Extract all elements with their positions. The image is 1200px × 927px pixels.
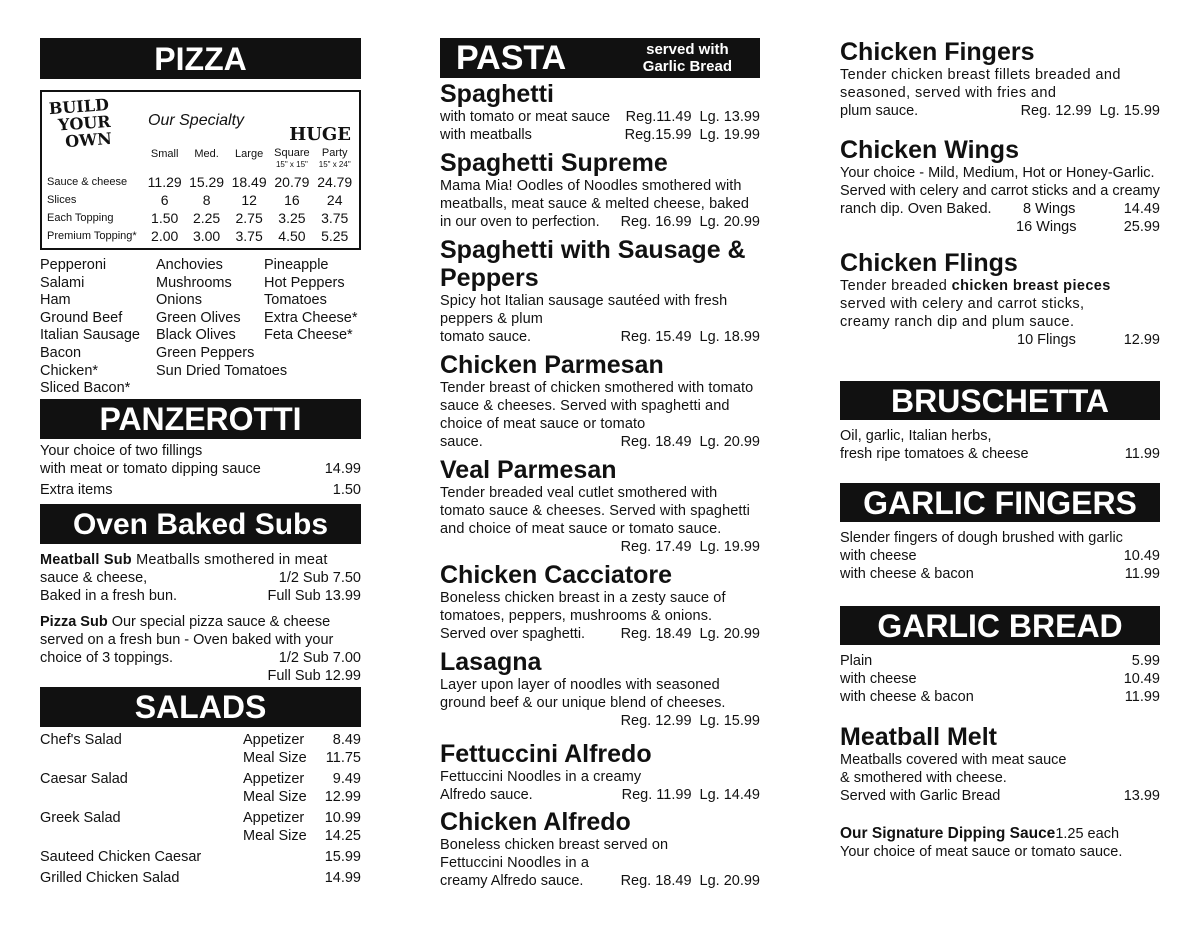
pasta-item-title: Lasagna: [440, 648, 542, 676]
pizza-sub-row: choice of 3 toppings. 1/2 Sub 7.00: [40, 650, 361, 666]
row-label: Premium Topping*: [47, 230, 137, 242]
pasta-subtitle: served with Garlic Bread: [642, 41, 732, 75]
pasta-price-row: [440, 126, 760, 144]
meatball-sub-row: sauce & cheese, 1/2 Sub 7.50: [40, 570, 361, 586]
lg-price: Lg. 19.99: [699, 127, 760, 143]
topping: Ground Beef: [40, 309, 123, 326]
price-cell: 8: [202, 192, 211, 208]
garlic-bread-item: with cheese & bacon 11.99: [840, 689, 1160, 705]
pasta-item-desc: sauce & cheeses. Served with spaghetti and: [440, 398, 730, 414]
pizza-sub-name: Pizza Sub: [40, 614, 108, 630]
huge-label: HUGE: [289, 124, 351, 145]
pasta-item-desc: Boneless chicken breast served on: [440, 837, 669, 853]
pasta-price-desc: sauce.: [440, 434, 483, 450]
meatball-melt-desc: & smothered with cheese.: [840, 770, 1007, 786]
salad-item: Greek Salad Appetizer 10.99 Meal Size 14.25: [40, 810, 361, 844]
topping: Sliced Bacon*: [40, 380, 131, 397]
topping: Anchovies: [156, 257, 223, 273]
pasta-item-desc: Spicy hot Italian sausage sautéed with fresh: [440, 293, 728, 309]
garlic-fingers-item: with cheese & bacon 11.99: [840, 566, 1160, 582]
wings-option: 8 Wings: [1023, 201, 1076, 217]
pasta-item-title: Spaghetti with Sausage & Peppers: [440, 236, 746, 292]
pasta-item-desc: meatballs, meat sauce & melted cheese, baked: [440, 196, 750, 212]
pasta-price-desc: with meatballs: [440, 127, 532, 143]
garlic-bread-section: [840, 652, 1160, 706]
price-row: [46, 227, 356, 245]
pasta-item-title: Spaghetti Supreme: [440, 149, 668, 177]
garlic-bread-item: with cheese 10.49: [840, 671, 1160, 687]
pasta-item-title: Spaghetti: [440, 80, 554, 108]
extra-items-label: Extra items: [40, 482, 113, 498]
pasta-item-desc: Tender breaded veal cutlet smothered with: [440, 485, 718, 501]
meatball-melt-title: Meatball Melt: [840, 723, 997, 751]
reg-price: Reg.15.99: [624, 127, 692, 143]
reg-price: Reg. 16.99: [620, 214, 692, 230]
chicken-fingers-price-row: plum sauce. Reg. 12.99 Lg. 15.99: [840, 103, 1160, 119]
price-row: [46, 209, 356, 227]
garlic-bread-header: GARLIC BREAD: [840, 606, 1160, 645]
lg-price: Lg. 14.49: [699, 787, 760, 803]
toppings-column: [264, 257, 358, 399]
pizza-full-price: Full Sub 12.99: [267, 668, 361, 684]
lg-price: Lg. 13.99: [699, 109, 760, 125]
chicken-flings-desc: Tender breaded chicken breast pieces: [840, 278, 1111, 294]
price-cell: 16: [284, 192, 300, 208]
pasta-price-row: [440, 712, 760, 730]
bruschetta-price: 11.99: [1124, 446, 1160, 462]
build-your-own-logo: [48, 96, 112, 151]
chicken-flings-desc: creamy ranch dip and plum sauce.: [840, 314, 1075, 330]
price-cell: 24.79: [317, 174, 353, 190]
topping: Mushrooms: [156, 274, 232, 291]
lg-price: Lg. 20.99: [699, 626, 760, 642]
dipping-sauce-title: Our Signature Dipping Sauce: [840, 825, 1056, 842]
dipping-sauce-line: [840, 825, 1160, 843]
extra-items-price: 1.50: [332, 482, 361, 498]
flings-price: 12.99: [1123, 332, 1160, 348]
pizza-sub-desc: served on a fresh bun - Oven baked with your: [40, 632, 334, 648]
flings-option-row: [840, 331, 1160, 349]
size-label: Large: [235, 148, 264, 160]
pasta-item: [440, 456, 760, 556]
meatball-sub-row: Baked in a fresh bun. Full Sub 13.99: [40, 588, 361, 604]
chicken-wings-desc: Served with celery and carrot sticks and a creamy: [840, 183, 1160, 199]
pasta-item-desc: Tender breast of chicken smothered with tomato: [440, 380, 754, 396]
pasta-item-desc: Fettuccini Noodles in a creamy: [440, 769, 642, 785]
pizza-half-price: 1/2 Sub 7.00: [278, 650, 361, 666]
salad-name: Greek Salad: [40, 810, 121, 826]
salad-item: Caesar Salad Appetizer 9.49 Meal Size 12.99: [40, 771, 361, 805]
chicken-flings-desc: served with celery and carrot sticks,: [840, 296, 1085, 312]
pasta-items: [440, 80, 760, 890]
price-cell: 11.29: [147, 174, 182, 190]
pasta-price-row: [440, 213, 760, 231]
pasta-item: [440, 808, 760, 890]
pasta-item: [440, 648, 760, 730]
flings-option: 10 Flings: [1017, 332, 1076, 348]
chicken-flings-title: Chicken Flings: [840, 249, 1018, 277]
pasta-item: [440, 149, 760, 231]
pasta-item-desc: choice of meat sauce or tomato: [440, 416, 646, 432]
price-cell: 2.00: [151, 228, 179, 244]
garlic-bread-item: Plain 5.99: [840, 653, 1160, 669]
panzerotti-extra-row: [40, 481, 361, 499]
price-cell: 3.75: [235, 228, 263, 244]
salad-single: Sauteed Chicken Caesar 15.99: [40, 849, 361, 865]
pasta-title: PASTA: [456, 39, 567, 77]
bruschetta-section: [840, 427, 1160, 463]
size-label: Square 15" x 15": [274, 147, 310, 169]
meatball-sub-line: Meatball Sub Meatballs smothered in meat: [40, 552, 328, 568]
bruschetta-desc: Oil, garlic, Italian herbs,: [840, 428, 992, 444]
column-pasta: [440, 38, 760, 890]
meatball-melt-section: [840, 723, 1160, 805]
reg-price: Reg. 18.49: [620, 626, 692, 642]
pasta-price-desc: creamy Alfredo sauce.: [440, 873, 584, 889]
wings-price: 14.49: [1123, 201, 1160, 217]
topping: Onions: [156, 292, 202, 309]
wings-option-row: ranch dip. Oven Baked. 8 Wings 14.49: [840, 201, 1160, 217]
price-cell: 1.50: [151, 210, 179, 226]
topping: Hot Peppers: [264, 274, 345, 291]
pasta-item-title: Chicken Cacciatore: [440, 561, 673, 589]
reg-price: Reg. 18.49: [620, 873, 692, 889]
salad-item: Chef's Salad Appetizer 8.49 Meal Size 11.75: [40, 732, 361, 766]
price-cell: 15.29: [189, 174, 225, 190]
chicken-fingers-desc: seasoned, served with fries and: [840, 85, 1057, 101]
meatball-melt-price-row: Served with Garlic Bread 13.99: [840, 788, 1160, 804]
chicken-wings-title: Chicken Wings: [840, 136, 1019, 164]
topping: Green Olives: [156, 309, 241, 326]
wings-option: 16 Wings: [1016, 219, 1077, 235]
price-cell: 5.25: [321, 228, 349, 244]
pasta-price-desc: Alfredo sauce.: [440, 787, 533, 803]
column-chicken-sides: [840, 38, 1160, 861]
price-cell: 6: [160, 192, 169, 208]
meatball-half-price: 1/2 Sub 7.50: [278, 570, 361, 586]
price-cell: 20.79: [274, 174, 310, 190]
meatball-full-price: Full Sub 13.99: [267, 588, 361, 604]
pasta-item-desc: Mama Mia! Oodles of Noodles smothered with: [440, 178, 742, 194]
topping: Green Peppers: [156, 344, 255, 361]
pasta-item: [440, 80, 760, 144]
pasta-item-desc: Fettuccini Noodles in a: [440, 855, 589, 871]
pizza-sub-row: [40, 667, 361, 685]
topping: Black Olives: [156, 327, 236, 344]
row-label: Sauce & cheese: [47, 176, 128, 188]
topping: Italian Sausage: [40, 327, 140, 344]
toppings-column: [156, 257, 288, 399]
garlic-fingers-desc: Slender fingers of dough brushed with garlic: [840, 530, 1123, 546]
pasta-item: [440, 740, 760, 804]
reg-price: Reg. 12.99: [1020, 103, 1092, 119]
price-cell: 2.75: [235, 210, 263, 226]
panzerotti-header: PANZEROTTI: [40, 399, 361, 439]
salad-name: Chef's Salad: [40, 732, 122, 748]
pasta-item: [440, 236, 760, 346]
price-cell: 3.00: [192, 228, 221, 244]
lg-price: Lg. 18.99: [699, 329, 760, 345]
pizza-price-box: [40, 90, 361, 250]
lg-price: Lg. 15.99: [1099, 103, 1160, 119]
price-cell: 2.25: [192, 210, 221, 226]
lg-price: Lg. 20.99: [699, 434, 760, 450]
pasta-item-desc: tomatoes, peppers, mushrooms & onions.: [440, 608, 713, 624]
pasta-item-desc: tomato sauce & cheeses. Served with spaghetti: [440, 503, 750, 519]
pasta-item: [440, 561, 760, 643]
chicken-flings-section: [840, 249, 1160, 349]
pasta-price-row: [440, 625, 760, 643]
panzerotti-section: [40, 442, 361, 499]
price-cell: 3.75: [321, 210, 349, 226]
pasta-price-desc: Served over spaghetti.: [440, 626, 586, 642]
salad-single: Grilled Chicken Salad 14.99: [40, 870, 361, 886]
column-pizza-subs-salads: [40, 38, 361, 887]
pizza-header: PIZZA: [40, 38, 361, 79]
pasta-item: [440, 351, 760, 451]
topping: Sun Dried Tomatoes: [156, 362, 288, 379]
panzerotti-desc: with meat or tomato dipping sauce: [40, 461, 261, 477]
pasta-price-row: [440, 538, 760, 556]
topping: Extra Cheese*: [264, 309, 358, 326]
size-label: Small: [150, 148, 179, 160]
garlic-fingers-section: [840, 529, 1160, 583]
row-label: Slices: [47, 194, 77, 206]
size-label: Party 15" x 24": [318, 147, 351, 169]
byo-line: YOUR: [57, 111, 112, 135]
wings-option-row: [840, 218, 1160, 236]
wings-price: 25.99: [1123, 219, 1160, 235]
row-label: Each Topping: [47, 212, 114, 224]
garlic-fingers-item: with cheese 10.49: [840, 548, 1160, 564]
topping: Ham: [40, 292, 71, 309]
pasta-price-row: [440, 328, 760, 346]
pasta-item-desc: ground beef & our unique blend of cheeses.: [440, 695, 726, 711]
topping: Tomatoes: [264, 292, 327, 309]
reg-price: Reg. 15.49: [620, 329, 692, 345]
bruschetta-price-row: fresh ripe tomatoes & cheese 11.99: [840, 446, 1160, 462]
pasta-price-row: [440, 108, 760, 126]
pasta-price-row: [440, 786, 760, 804]
subs-header: Oven Baked Subs: [40, 504, 361, 544]
byo-line: BUILD: [48, 94, 110, 119]
pasta-item-desc: Boneless chicken breast in a zesty sauce of: [440, 590, 726, 606]
pasta-price-row: [440, 872, 760, 890]
pasta-price-row: [440, 433, 760, 451]
chicken-fingers-section: [840, 38, 1160, 120]
chicken-wings-desc: Your choice - Mild, Medium, Hot or Honey-Garlic.: [840, 165, 1155, 181]
toppings-column: [40, 257, 156, 399]
pasta-price-desc: with tomato or meat sauce: [440, 109, 611, 125]
reg-price: Reg. 12.99: [620, 713, 692, 729]
pizza-price-table: [46, 147, 356, 245]
topping: Feta Cheese*: [264, 327, 353, 344]
salad-name: Caesar Salad: [40, 771, 128, 787]
price-cell: 18.49: [231, 174, 267, 190]
size-header-row: [46, 147, 356, 173]
pasta-header: [440, 38, 760, 78]
size-label: Med.: [194, 148, 219, 160]
meatball-melt-price: 13.99: [1123, 788, 1160, 804]
pasta-item-desc: Layer upon layer of noodles with seasoned: [440, 677, 720, 693]
pasta-price-desc: in our oven to perfection.: [440, 214, 600, 230]
panzerotti-desc: Your choice of two fillings: [40, 443, 203, 459]
pasta-item-title: Veal Parmesan: [440, 456, 617, 484]
meatball-melt-desc: Meatballs covered with meat sauce: [840, 752, 1067, 768]
lg-price: Lg. 20.99: [699, 214, 760, 230]
lg-price: Lg. 20.99: [699, 873, 760, 889]
pasta-item-desc: peppers & plum: [440, 311, 543, 327]
pasta-price-desc: tomato sauce.: [440, 329, 532, 345]
subs-section: [40, 551, 361, 685]
panzerotti-price-row: [40, 460, 361, 478]
dipping-sauce-desc: Your choice of meat sauce or tomato sauce.: [840, 844, 1123, 860]
pizza-sub-line: Pizza Sub Our special pizza sauce & cheese: [40, 614, 331, 630]
chicken-fingers-desc: Tender chicken breast fillets breaded and: [840, 67, 1121, 83]
chicken-fingers-title: Chicken Fingers: [840, 38, 1035, 66]
specialty-label: Our Specialty: [148, 112, 245, 129]
dipping-sauce-price: 1.25 each: [1055, 826, 1120, 842]
reg-price: Reg.11.49: [625, 109, 692, 125]
reg-price: Reg. 18.49: [620, 434, 692, 450]
bruschetta-header: BRUSCHETTA: [840, 381, 1160, 420]
reg-price: Reg. 17.49: [620, 539, 692, 555]
price-cell: 3.25: [278, 210, 306, 226]
pasta-item-title: Chicken Parmesan: [440, 351, 664, 379]
pasta-item-title: Chicken Alfredo: [440, 808, 631, 836]
topping: Pepperoni: [40, 257, 107, 273]
reg-price: Reg. 11.99: [621, 787, 692, 803]
price-cell: 4.50: [278, 228, 306, 244]
price-row: [46, 173, 356, 191]
pasta-item-title: Fettuccini Alfredo: [440, 740, 652, 768]
price-row: [46, 191, 356, 209]
lg-price: Lg. 19.99: [699, 539, 760, 555]
salads-header: SALADS: [40, 687, 361, 727]
price-cell: 12: [241, 192, 257, 208]
panzerotti-price: 14.99: [324, 461, 361, 477]
topping: Pineapple: [264, 257, 329, 273]
topping: Chicken*: [40, 362, 99, 379]
lg-price: Lg. 15.99: [699, 713, 760, 729]
pasta-item-desc: and choice of meat sauce or tomato sauce.: [440, 521, 722, 537]
meatball-sub-name: Meatball Sub: [40, 552, 132, 568]
toppings-list: [40, 257, 361, 399]
salads-section: [40, 731, 361, 887]
topping: Bacon: [40, 344, 82, 361]
price-cell: 24: [326, 192, 343, 208]
chicken-wings-section: [840, 136, 1160, 236]
dipping-sauce-section: [840, 825, 1160, 861]
byo-line: OWN: [64, 128, 113, 152]
garlic-fingers-header: GARLIC FINGERS: [840, 483, 1160, 522]
topping: Salami: [40, 274, 85, 291]
